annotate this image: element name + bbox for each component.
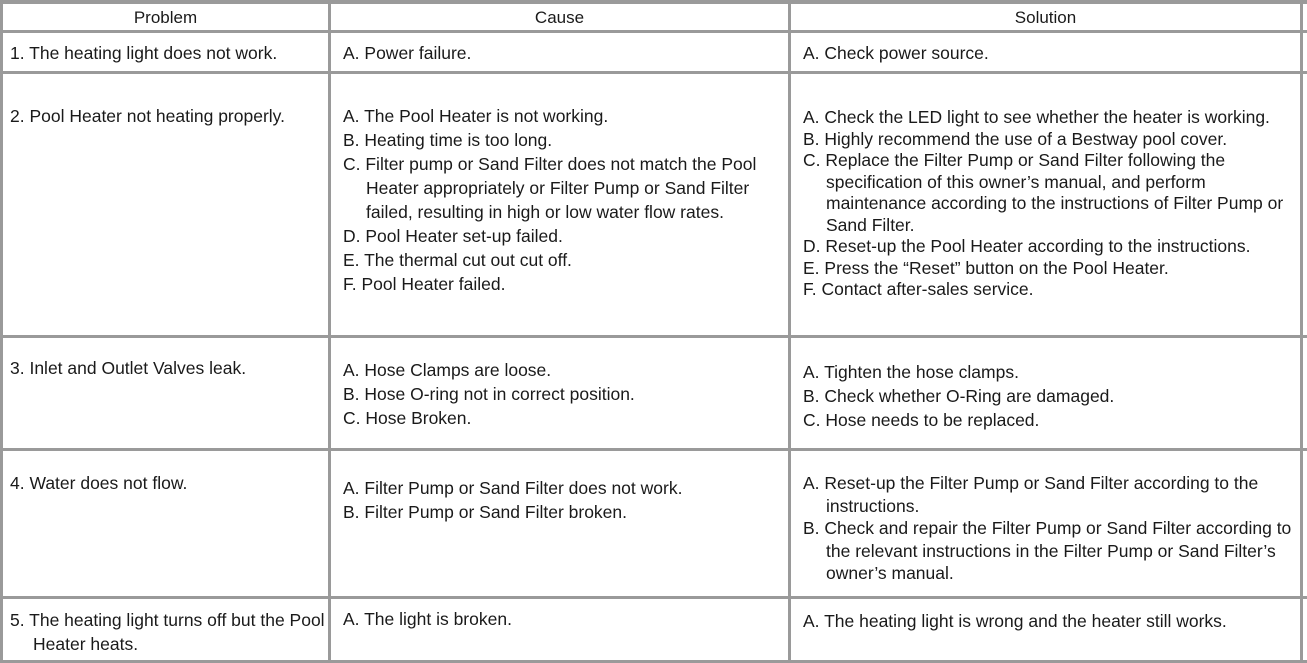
- problem-cell: [10, 472, 328, 496]
- solution-item: A. Check the LED light to see whether the heater is working.: [803, 107, 1270, 127]
- cause-item: D. Pool Heater set-up failed.: [343, 226, 563, 246]
- problem-cell: [10, 608, 328, 656]
- solution-item: C. Hose needs to be replaced.: [803, 410, 1040, 430]
- problem-cell: [10, 357, 328, 381]
- solution-cell: [803, 360, 1298, 432]
- cause-item: C. Filter pump or Sand Filter does not match the Pool Heater appropriately or Filter Pump or Sand Filter failed, resulting in high or low water flow rates.: [343, 154, 757, 222]
- cause-item: A. Filter Pump or Sand Filter does not work.: [343, 478, 683, 498]
- solution-item: D. Reset-up the Pool Heater according to the instructions.: [803, 236, 1251, 256]
- cause-item: C. Hose Broken.: [343, 408, 472, 428]
- table-border-top: [0, 0, 1307, 4]
- column-header-solution: Solution: [1014, 8, 1077, 27]
- cause-cell: [343, 42, 783, 66]
- cause-item: A. Power failure.: [343, 43, 472, 63]
- problem-text: 4. Water does not flow.: [10, 473, 188, 493]
- solution-cell: [803, 472, 1298, 585]
- cause-cell: [343, 104, 775, 296]
- problem-text: 3. Inlet and Outlet Valves leak.: [10, 358, 247, 378]
- solution-item: A. Check power source.: [803, 43, 989, 63]
- problem-cell: [10, 105, 328, 129]
- solution-cell: [803, 107, 1298, 301]
- row-divider: [0, 448, 1307, 451]
- table-border-right: [1300, 0, 1303, 663]
- solution-cell: [803, 610, 1298, 634]
- cause-item: E. The thermal cut out cut off.: [343, 250, 572, 270]
- solution-item: B. Check and repair the Filter Pump or Sand Filter according to the relevant instructions in the Filter Pump or Sand Filter’s owner’s manual.: [803, 518, 1292, 583]
- cause-item: A. Hose Clamps are loose.: [343, 360, 552, 380]
- problem-text: 2. Pool Heater not heating properly.: [10, 106, 285, 126]
- cause-item: B. Heating time is too long.: [343, 130, 553, 150]
- column-header-cause: Cause: [534, 8, 585, 27]
- column-divider: [788, 0, 791, 663]
- cause-item: A. The Pool Heater is not working.: [343, 106, 609, 126]
- row-divider: [0, 71, 1307, 74]
- solution-item: E. Press the “Reset” button on the Pool Heater.: [803, 257, 1169, 278]
- solution-item: B. Check whether O-Ring are damaged.: [803, 386, 1115, 406]
- cause-item: A. The light is broken.: [343, 609, 512, 629]
- problem-text: 1. The heating light does not work.: [10, 43, 278, 63]
- cause-cell: [343, 358, 783, 430]
- solution-cell: [803, 42, 1298, 66]
- cause-item: B. Filter Pump or Sand Filter broken.: [343, 502, 627, 522]
- solution-item: A. The heating light is wrong and the heater still works.: [803, 611, 1227, 631]
- problem-text: 5. The heating light turns off but the Pool Heater heats.: [10, 610, 325, 654]
- solution-item: A. Tighten the hose clamps.: [803, 362, 1019, 382]
- solution-item: A. Reset-up the Filter Pump or Sand Filter according to the instructions.: [803, 473, 1259, 516]
- cause-item: F. Pool Heater failed.: [343, 274, 506, 294]
- column-header-problem: Problem: [133, 8, 198, 27]
- solution-item: B. Highly recommend the use of a Bestway pool cover.: [803, 128, 1228, 149]
- row-divider: [0, 596, 1307, 599]
- cause-cell: [343, 476, 783, 524]
- problem-cell: [10, 42, 328, 66]
- solution-item: F. Contact after-sales service.: [803, 279, 1034, 299]
- table-border-left: [0, 0, 3, 663]
- cause-item: B. Hose O-ring not in correct position.: [343, 384, 635, 404]
- solution-item: C. Replace the Filter Pump or Sand Filter following the specification of this owner’s manual, and perform maintenance according to the instructions of Filter Pump or Sand Filter.: [803, 150, 1284, 235]
- row-divider: [0, 335, 1307, 338]
- column-divider: [328, 0, 331, 663]
- cause-cell: [343, 608, 783, 632]
- header-divider: [0, 30, 1307, 33]
